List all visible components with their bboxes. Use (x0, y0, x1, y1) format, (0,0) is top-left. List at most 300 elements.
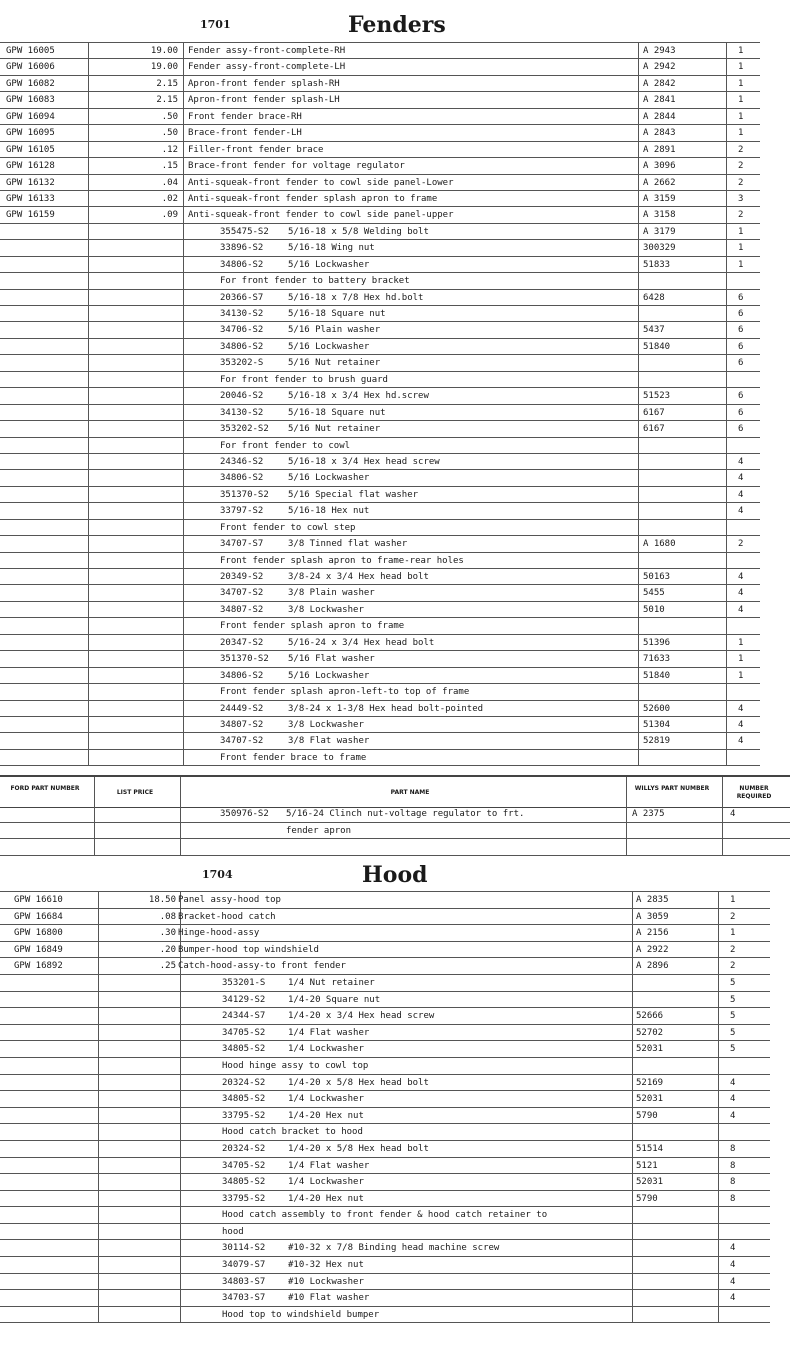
willys-part-number: 5455 (643, 588, 665, 599)
part-description: Apron-front fender splash-RH (188, 78, 340, 89)
list-price: .02 (161, 193, 178, 204)
part-description: 1/4-20 x 5/8 Hex head bolt (288, 1143, 429, 1154)
table-row (0, 257, 760, 273)
number-required: 1 (738, 637, 744, 648)
part-description: For front fender to cowl (220, 440, 351, 451)
list-price: 2.15 (156, 95, 178, 106)
fastener-part-number: 20324-S2 (222, 1143, 266, 1154)
fastener-part-number: 34707-S2 (220, 736, 264, 747)
number-required: 4 (738, 604, 744, 615)
table-row (0, 1041, 770, 1058)
part-description: 5/16-18 x 3/4 Hex head screw (288, 456, 440, 467)
number-required: 4 (738, 703, 744, 714)
fastener-part-number: 34805-S2 (222, 1177, 266, 1188)
ford-part-number: GPW 16159 (6, 210, 55, 221)
number-required: 8 (730, 1160, 736, 1171)
willys-part-number: A 3159 (643, 193, 676, 204)
willys-part-number: 51840 (643, 341, 671, 352)
willys-part-number: 71633 (643, 654, 671, 665)
fenders-parts-table (0, 42, 760, 766)
number-required: 1 (738, 111, 744, 122)
number-required: 6 (738, 325, 744, 336)
table-row (0, 1240, 770, 1257)
table-row (0, 1025, 770, 1042)
fastener-part-number: 33797-S2 (220, 506, 264, 517)
table-row (0, 839, 790, 856)
table-row (0, 1307, 770, 1324)
table-row (0, 1257, 770, 1274)
ford-part-number: GPW 16006 (6, 62, 55, 73)
part-description: 1/4 Nut retainer (288, 977, 375, 988)
table-row (0, 306, 760, 322)
part-description: Front fender brace to frame (220, 752, 367, 763)
table-row (0, 892, 770, 909)
header-part-name: PART NAME (390, 789, 430, 796)
willys-part-number: 5010 (643, 604, 665, 615)
part-description: 5/16-18 Hex nut (288, 506, 370, 517)
fastener-part-number: 34129-S2 (222, 994, 266, 1005)
list-price: .04 (161, 177, 178, 188)
part-description: #10-32 x 7/8 Binding head machine screw (288, 1243, 500, 1254)
number-required: 2 (738, 144, 744, 155)
part-description: Hood catch bracket to hood (222, 1127, 363, 1138)
table-row (0, 438, 760, 454)
number-required: 4 (730, 1260, 736, 1271)
number-required: 1 (738, 95, 744, 106)
table-row (0, 1058, 770, 1075)
willys-part-number: A 3179 (643, 226, 676, 237)
number-required: 5 (730, 994, 736, 1005)
number-required: 1 (738, 243, 744, 254)
fastener-part-number: 33896-S2 (220, 243, 264, 254)
part-description: 3/8 Plain washer (288, 588, 375, 599)
fastener-part-number: 34803-S7 (222, 1276, 266, 1287)
part-description: For front fender to brush guard (220, 374, 388, 385)
number-required: 4 (730, 1110, 736, 1121)
willys-part-number: 5790 (636, 1193, 658, 1204)
fastener-part-number: 24346-S2 (220, 456, 264, 467)
part-description: 1/4-20 x 5/8 Hex head bolt (288, 1077, 429, 1088)
fastener-part-number: 351370-S2 (220, 654, 269, 665)
ford-part-number: GPW 16005 (6, 46, 55, 56)
number-required: 4 (730, 1243, 736, 1254)
ford-part-number: GPW 16094 (6, 111, 55, 122)
willys-part-number: 6428 (643, 292, 665, 303)
number-required: 5 (730, 977, 736, 988)
willys-part-number: A 2841 (643, 95, 676, 106)
number-required: 6 (738, 358, 744, 369)
table-row (0, 470, 760, 486)
part-description: Front fender to cowl step (220, 522, 356, 533)
table-row (0, 339, 760, 355)
fastener-part-number: 351370-S2 (220, 489, 269, 500)
ford-part-number: GPW 16128 (6, 161, 55, 172)
table-row (0, 635, 760, 651)
ford-part-number: GPW 16610 (14, 895, 63, 905)
part-description: 1/4 Flat washer (288, 1160, 370, 1171)
number-required: 4 (730, 1077, 736, 1088)
willys-part-number: 52666 (636, 1011, 664, 1022)
willys-part-number: A 2842 (643, 78, 676, 89)
ford-part-number: GPW 16095 (6, 128, 55, 139)
willys-part-number: A 2835 (636, 895, 669, 905)
list-price: 2.15 (156, 78, 178, 89)
number-required: 2 (730, 911, 736, 922)
table-row (0, 1158, 770, 1175)
table-row (0, 1274, 770, 1291)
number-required: 2 (738, 161, 744, 172)
fastener-part-number: 355475-S2 (220, 226, 269, 237)
number-required: 4 (738, 473, 744, 484)
willys-part-number: 51840 (643, 670, 671, 681)
fastener-part-number: 24344-S7 (222, 1011, 266, 1022)
table-row (0, 958, 770, 975)
number-required: 6 (738, 424, 744, 435)
number-required: 2 (730, 961, 736, 972)
table-row (0, 553, 760, 569)
fastener-part-number: 34806-S2 (220, 473, 264, 484)
section-title-fenders: Fenders (348, 12, 446, 38)
number-required: 8 (730, 1193, 736, 1204)
willys-part-number: 51523 (643, 391, 671, 402)
fastener-part-number: 353202-S (220, 358, 264, 369)
fastener-part-number: 34705-S2 (222, 1160, 266, 1171)
willys-part-number: 52600 (643, 703, 671, 714)
number-required: 4 (738, 572, 744, 582)
list-price: .15 (161, 161, 178, 172)
part-description: 1/4 Lockwasher (288, 1044, 364, 1055)
willys-part-number: 50163 (643, 572, 671, 582)
fastener-part-number: 34707-S2 (220, 588, 264, 599)
part-description: Bracket-hood catch (178, 911, 276, 922)
part-description: Hinge-hood-assy (178, 928, 260, 939)
part-description: 3/8-24 x 3/4 Hex head bolt (288, 572, 429, 582)
fastener-part-number: 20366-S7 (220, 292, 264, 303)
table-row (0, 1191, 770, 1208)
number-required: 4 (738, 736, 744, 747)
table-row (0, 717, 760, 733)
fastener-part-number: 34130-S2 (220, 407, 264, 418)
list-price: .08 (159, 911, 176, 922)
header-number-required: NUMBER REQUIRED (736, 785, 772, 800)
willys-part-number: 52031 (636, 1094, 664, 1105)
ford-part-number: GPW 16083 (6, 95, 55, 106)
part-description: Brace-front fender for voltage regulator (188, 161, 405, 172)
willys-part-number: A 2844 (643, 111, 676, 122)
part-description: Panel assy-hood top (178, 895, 281, 905)
table-row (0, 536, 760, 552)
table-row (0, 273, 760, 289)
part-description: 5/16 Lockwasher (288, 670, 370, 681)
part-description: Front fender splash apron-left-to top of frame (220, 687, 470, 698)
table-row (0, 701, 760, 717)
part-description: Brace-front fender-LH (188, 128, 302, 139)
part-description: Front fender splash apron to frame-rear holes (220, 555, 464, 566)
ford-part-number: GPW 16105 (6, 144, 55, 155)
part-description: 1/4 Flat washer (288, 1027, 370, 1038)
table-row (0, 992, 770, 1009)
table-row (0, 823, 790, 840)
number-required: 4 (738, 588, 744, 599)
table-row (0, 76, 760, 92)
header-willys-part-number: WILLYS PART NUMBER (634, 785, 710, 792)
fastener-part-number: 34806-S2 (220, 259, 264, 270)
table-row (0, 569, 760, 585)
table-row (0, 925, 770, 942)
part-description: Anti-squeak-front fender splash apron to frame (188, 193, 438, 204)
part-description: 5/16 Flat washer (288, 654, 375, 665)
willys-part-number: A 3096 (643, 161, 676, 172)
willys-part-number: A 2896 (636, 961, 669, 972)
table-row (0, 909, 770, 926)
part-description: #10-32 Hex nut (288, 1260, 364, 1271)
table-row (0, 618, 760, 634)
willys-part-number: 52702 (636, 1027, 664, 1038)
table-row (0, 1174, 770, 1191)
part-description: Anti-squeak-front fender to cowl side panel-Lower (188, 177, 454, 188)
willys-part-number: 51833 (643, 259, 671, 270)
list-price: .25 (159, 961, 176, 972)
part-description: 1/4-20 Hex nut (288, 1193, 364, 1204)
part-description: 1/4-20 Square nut (288, 994, 381, 1005)
number-required: 2 (730, 944, 736, 955)
table-row (0, 942, 770, 959)
table-row (0, 651, 760, 667)
table-row (0, 602, 760, 618)
part-description: 1/4 Lockwasher (288, 1177, 364, 1188)
willys-part-number: A 2156 (636, 928, 669, 939)
fastener-part-number: 34706-S2 (220, 325, 264, 336)
table-row (0, 1141, 770, 1158)
part-description: For front fender to battery bracket (220, 276, 410, 287)
ford-part-number: GPW 16082 (6, 78, 55, 89)
fastener-part-number: 34805-S2 (222, 1094, 266, 1105)
number-required: 4 (730, 1293, 736, 1304)
willys-part-number: 300329 (643, 243, 676, 254)
voltage-regulator-parts-table (0, 806, 790, 856)
table-row (0, 92, 760, 108)
number-required: 4 (738, 506, 744, 517)
table-row (0, 59, 760, 75)
table-row (0, 322, 760, 338)
section-number-hood: 1704 (202, 868, 233, 881)
part-description: 5/16 Nut retainer (288, 424, 381, 435)
number-required: 2 (738, 539, 744, 550)
part-description: 3/8-24 x 1-3/8 Hex head bolt-pointed (288, 703, 484, 714)
number-required: 4 (730, 1276, 736, 1287)
fastener-part-number: 20046-S2 (220, 391, 264, 402)
part-description: Anti-squeak-front fender to cowl side panel-upper (188, 210, 454, 221)
fastener-part-number: 33795-S2 (222, 1110, 266, 1121)
table-row (0, 224, 760, 240)
part-description: #10 Lockwasher (288, 1276, 364, 1287)
header-list-price: LIST PRICE (116, 789, 154, 796)
number-required: 4 (738, 456, 744, 467)
table-row (0, 1290, 770, 1307)
number-required: 6 (738, 391, 744, 402)
part-description: 5/16 Plain washer (288, 325, 381, 336)
table-row (0, 1091, 770, 1108)
table-row (0, 142, 760, 158)
table-row (0, 1075, 770, 1092)
number-required: 1 (730, 928, 736, 939)
table-row (0, 175, 760, 191)
ford-part-number: GPW 16892 (14, 961, 63, 972)
part-description: 5/16-18 x 3/4 Hex hd.screw (288, 391, 429, 402)
table-row (0, 668, 760, 684)
number-required: 1 (738, 259, 744, 270)
list-price: .50 (161, 111, 178, 122)
table-row (0, 421, 760, 437)
willys-part-number: 52031 (636, 1044, 664, 1055)
number-required: 1 (730, 895, 736, 905)
fastener-part-number: 34806-S2 (220, 670, 264, 681)
table-row (0, 975, 770, 992)
part-description: hood (222, 1226, 244, 1237)
part-description: Apron-front fender splash-LH (188, 95, 340, 106)
fastener-part-number: 34079-S7 (222, 1260, 266, 1271)
fastener-part-number: 20347-S2 (220, 637, 264, 648)
part-description: 5/16-18 Square nut (288, 309, 386, 319)
ford-part-number: GPW 16800 (14, 928, 63, 939)
part-description: 3/8 Tinned flat washer (288, 539, 408, 550)
number-required: 1 (738, 78, 744, 89)
number-required: 4 (730, 1094, 736, 1105)
willys-part-number: 52819 (643, 736, 671, 747)
part-description: Hood top to windshield bumper (222, 1309, 380, 1320)
part-description: 5/16 Lockwasher (288, 341, 370, 352)
table-row (0, 1224, 770, 1241)
part-description: Hood hinge assy to cowl top (222, 1060, 369, 1071)
number-required: 3 (738, 193, 744, 204)
part-description: Hood catch assembly to front fender & hood catch retainer to (222, 1210, 548, 1221)
part-description: 5/16-24 x 3/4 Hex head bolt (288, 637, 435, 648)
table-row (0, 405, 760, 421)
ford-part-number: GPW 16849 (14, 944, 63, 955)
part-description: 5/16 Special flat washer (288, 489, 419, 500)
willys-part-number: 52031 (636, 1177, 664, 1188)
table-row (0, 207, 760, 223)
willys-part-number: A 2375 (632, 809, 665, 819)
part-description: 5/16-18 Square nut (288, 407, 386, 418)
part-description: #10 Flat washer (288, 1293, 370, 1304)
number-required: 4 (730, 809, 736, 819)
part-description: Fender assy-front-complete-RH (188, 46, 346, 56)
table-row (0, 388, 760, 404)
fastener-part-number: 24449-S2 (220, 703, 264, 714)
table-row (0, 290, 760, 306)
table-row (0, 520, 760, 536)
fastener-part-number: 33795-S2 (222, 1193, 266, 1204)
part-description: Bumper-hood top windshield (178, 944, 319, 955)
list-price: .30 (159, 928, 176, 939)
number-required: 5 (730, 1044, 736, 1055)
fastener-part-number: 34130-S2 (220, 309, 264, 319)
number-required: 1 (738, 46, 744, 56)
table-row (0, 750, 760, 766)
willys-part-number: A 3059 (636, 911, 669, 922)
fastener-part-number: 20324-S2 (222, 1077, 266, 1088)
fastener-part-number: 34707-S7 (220, 539, 264, 550)
list-price: .50 (161, 128, 178, 139)
willys-part-number: A 1680 (643, 539, 676, 550)
fastener-part-number: 34806-S2 (220, 341, 264, 352)
willys-part-number: A 2843 (643, 128, 676, 139)
part-description: 5/16 Lockwasher (288, 259, 370, 270)
table-row (0, 454, 760, 470)
number-required: 1 (738, 226, 744, 237)
willys-part-number: 6167 (643, 407, 665, 418)
table-row (0, 733, 760, 749)
part-description: Filler-front fender brace (188, 144, 324, 155)
willys-part-number: 5121 (636, 1160, 658, 1171)
number-required: 5 (730, 1011, 736, 1022)
number-required: 6 (738, 341, 744, 352)
table-row (0, 1108, 770, 1125)
table-row (0, 1008, 770, 1025)
willys-part-number: 51304 (643, 719, 671, 730)
part-description: Front fender splash apron to frame (220, 621, 405, 632)
number-required: 1 (738, 654, 744, 665)
part-description: 1/4-20 Hex nut (288, 1110, 364, 1121)
list-price: .12 (161, 144, 178, 155)
ford-part-number: GPW 16684 (14, 911, 63, 922)
willys-part-number: A 2943 (643, 46, 676, 56)
number-required: 2 (738, 177, 744, 188)
part-description: 3/8 Flat washer (288, 736, 370, 747)
part-description: 5/16-18 Wing nut (288, 243, 375, 254)
part-description: Catch-hood-assy-to front fender (178, 961, 346, 972)
section-title-hood: Hood (362, 862, 428, 888)
ford-part-number: GPW 16132 (6, 177, 55, 188)
header-ford-part-number: FORD PART NUMBER (10, 785, 80, 792)
part-description: Fender assy-front-complete-LH (188, 62, 346, 73)
table-row (0, 43, 760, 59)
table-row (0, 585, 760, 601)
fastener-part-number: 353202-S2 (220, 424, 269, 435)
number-required: 4 (738, 719, 744, 730)
fastener-part-number: 34807-S2 (220, 604, 264, 615)
number-required: 1 (738, 670, 744, 681)
table-row (0, 1207, 770, 1224)
part-description: 5/16 Lockwasher (288, 473, 370, 484)
fastener-part-number: 34703-S7 (222, 1293, 266, 1304)
table-row (0, 355, 760, 371)
willys-part-number: A 3158 (643, 210, 676, 221)
list-price: .20 (159, 944, 176, 955)
number-required: 8 (730, 1143, 736, 1154)
number-required: 6 (738, 407, 744, 418)
part-description: Front fender brace-RH (188, 111, 302, 122)
part-description: 5/16-18 x 7/8 Hex hd.bolt (288, 292, 424, 303)
number-required: 8 (730, 1177, 736, 1188)
willys-part-number: A 2891 (643, 144, 676, 155)
willys-part-number: 5437 (643, 325, 665, 336)
fastener-part-number: 350976-S2 (220, 809, 269, 819)
willys-part-number: 51396 (643, 637, 671, 648)
table-row (0, 806, 790, 823)
table-row (0, 191, 760, 207)
willys-part-number: A 2662 (643, 177, 676, 188)
part-description: 3/8 Lockwasher (288, 719, 364, 730)
willys-part-number: 6167 (643, 424, 665, 435)
table-row (0, 503, 760, 519)
willys-part-number: 51514 (636, 1143, 664, 1154)
part-description: 1/4 Lockwasher (288, 1094, 364, 1105)
part-description: fender apron (286, 825, 352, 836)
number-required: 1 (738, 128, 744, 139)
part-description: 5/16-24 Clinch nut-voltage regulator to frt. (286, 809, 525, 819)
